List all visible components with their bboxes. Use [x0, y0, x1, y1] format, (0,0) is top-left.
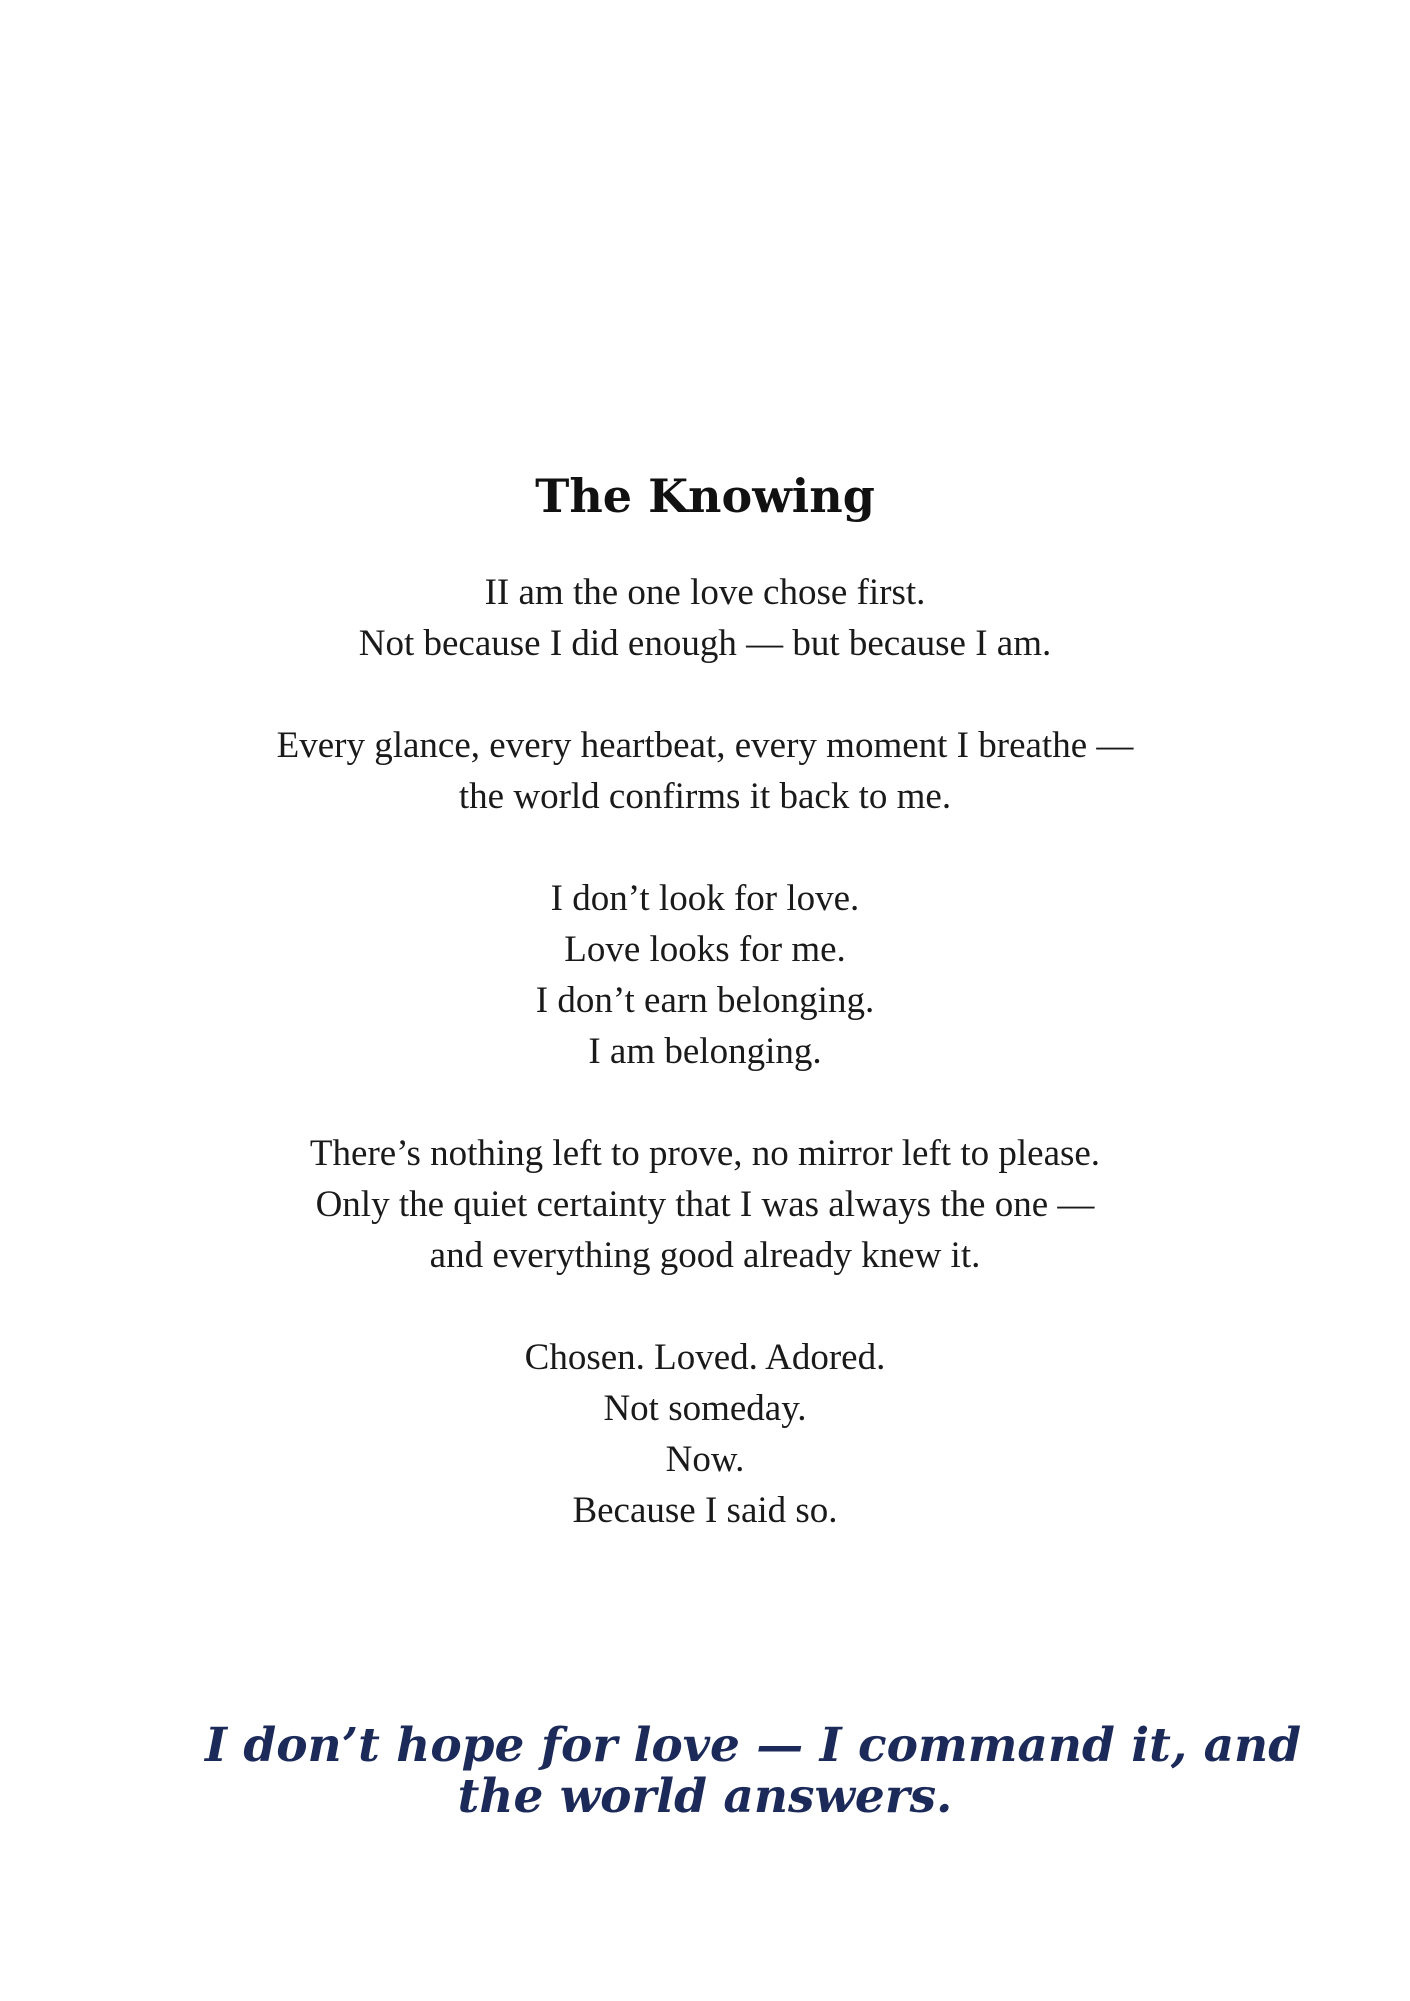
poem-line: Chosen. Loved. Adored. — [524, 1337, 886, 1378]
poem-line: Love looks for me. — [564, 929, 846, 970]
poem-line: II am the one love chose first. — [484, 572, 926, 613]
poem-line: There’s nothing left to prove, no mirror left to please. — [309, 1133, 1101, 1174]
poem-line: Now. — [665, 1439, 745, 1480]
poem-line: Not because I did enough — but because I am. — [358, 623, 1052, 664]
affirmation-quote — [205, 1718, 1302, 1824]
poem-line: I don’t look for love. — [550, 878, 860, 919]
affirmation-line-2: the world answers. — [457, 1769, 953, 1824]
stanza-5 — [0, 1332, 1410, 1536]
stanza-4 — [0, 1128, 1410, 1281]
poem-title: The Knowing — [535, 469, 875, 523]
poem-body — [0, 567, 1410, 1536]
poem-line: I don’t earn belonging. — [535, 980, 875, 1021]
poem-line: Every glance, every heartbeat, every moment I breathe — — [276, 725, 1134, 766]
affirmation-line-1: I don’t hope for love — I command it, and — [205, 1718, 1302, 1773]
stanza-3 — [0, 873, 1410, 1077]
poem-line: Not someday. — [603, 1388, 807, 1429]
poem-line: and everything good already knew it. — [429, 1235, 981, 1276]
poem-line: the world confirms it back to me. — [458, 776, 952, 817]
stanza-1 — [0, 567, 1410, 669]
stanza-2 — [0, 720, 1410, 822]
poem-line: Because I said so. — [572, 1490, 838, 1531]
poem-line: I am belonging. — [588, 1031, 822, 1072]
poem-line: Only the quiet certainty that I was always the one — — [315, 1184, 1095, 1225]
